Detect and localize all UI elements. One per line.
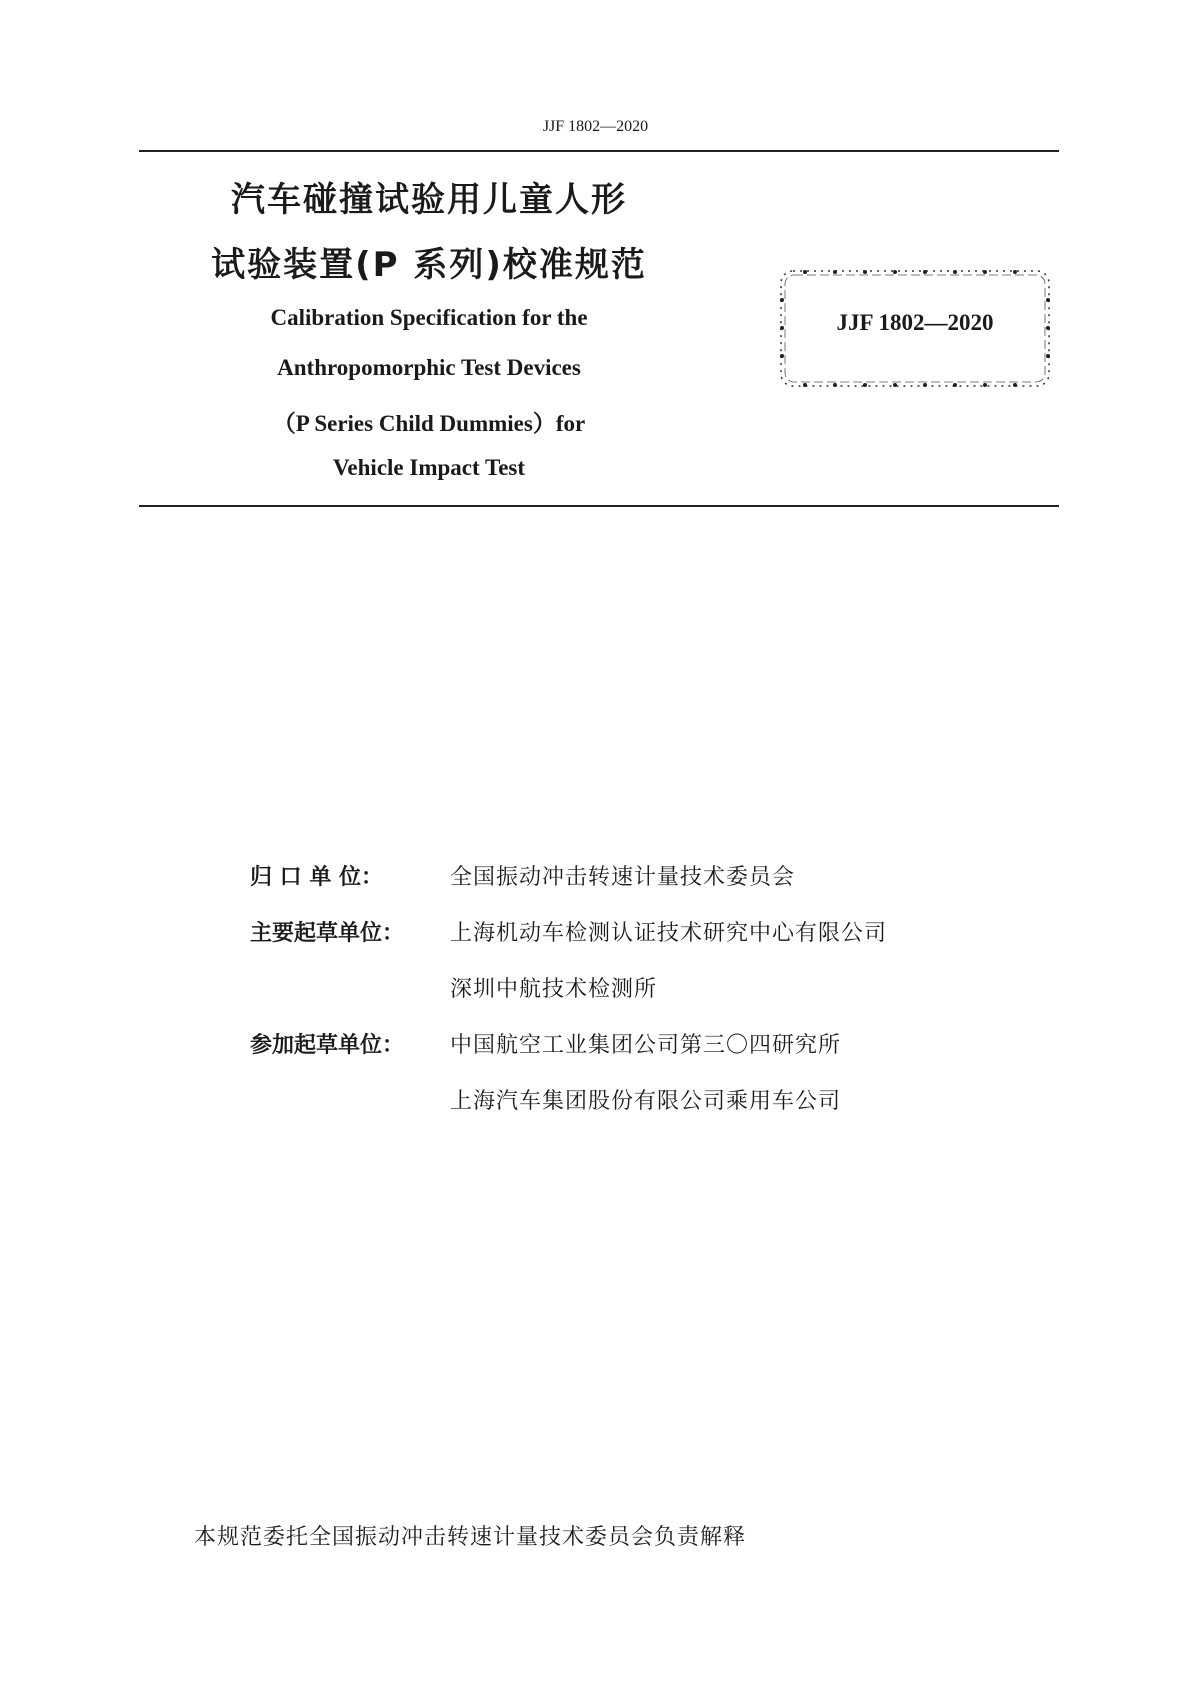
title-en-line4: Vehicle Impact Test [332,455,526,480]
top-rule [139,150,1059,152]
participating-drafting-unit-2: 上海汽车集团股份有限公司乘用车公司 [450,1089,842,1114]
bottom-rule [139,505,1059,507]
title-cn-line2: 试验装置(P 系列)校准规范 [211,245,647,285]
header-standard-code: JJF 1802—2020 [542,118,649,135]
main-drafting-unit-1: 上海机动车检测认证技术研究中心有限公司 [450,921,888,946]
main-drafting-unit-2: 深圳中航技术检测所 [450,977,658,1002]
responsible-unit: 全国振动冲击转速计量技术委员会 [450,865,796,890]
title-en-line2: Anthropomorphic Test Devices [277,355,581,380]
title-en-line3: （P Series Child Dummies）for [272,411,586,436]
main-drafting-label: 主要起草单位： [250,921,405,946]
interpretation-note: 本规范委托全国振动冲击转速计量技术委员会负责解释 [194,1525,747,1550]
participating-drafting-label: 参加起草单位： [250,1033,405,1058]
participating-drafting-unit-1: 中国航空工业集团公司第三〇四研究所 [450,1033,842,1058]
title-cn-line1: 汽车碰撞试验用儿童人形 [231,180,627,220]
badge-standard-code: JJF 1802—2020 [836,310,994,335]
title-en-line1: Calibration Specification for the [270,305,588,330]
responsible-unit-label: 归 口 单 位： [250,865,383,890]
